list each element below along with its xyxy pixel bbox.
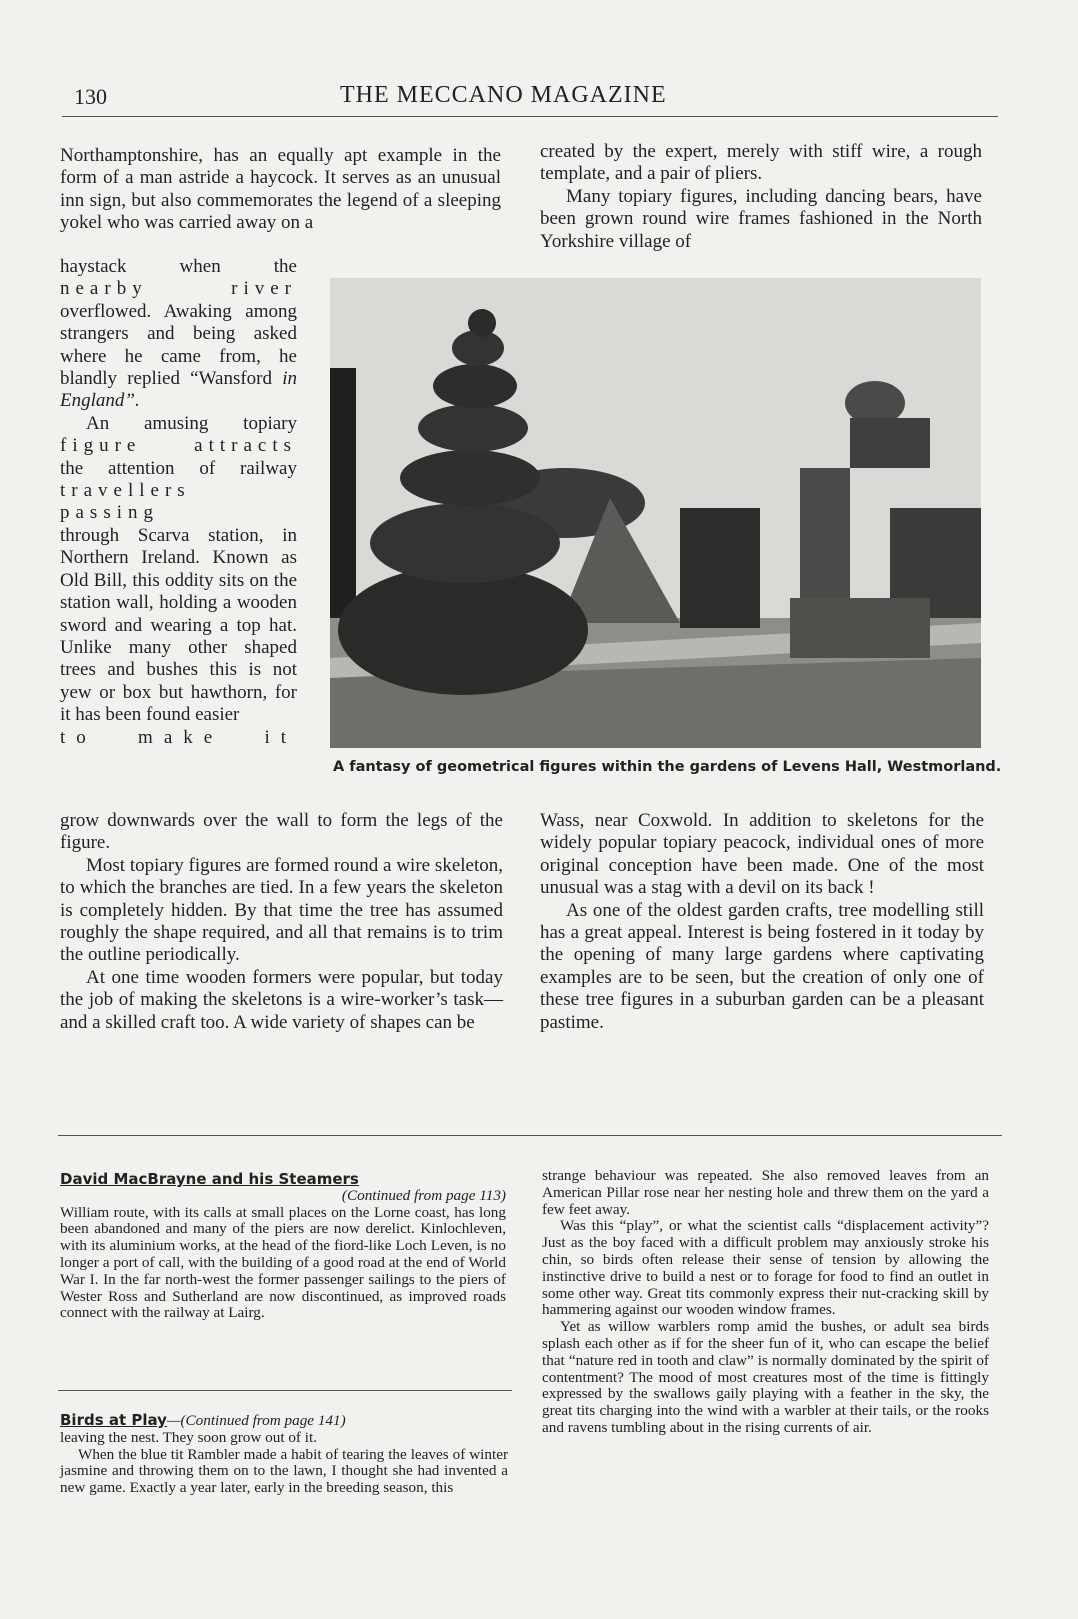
macbrayne-section xyxy=(60,1171,506,1322)
section-heading: Birds at Play xyxy=(60,1411,167,1429)
text-line: the attention of railway xyxy=(60,457,297,479)
left-column-narrow xyxy=(60,256,297,749)
italic-text: in England”. xyxy=(60,368,297,412)
text-line: travellers passing xyxy=(60,480,191,524)
paragraph xyxy=(60,301,297,413)
paragraph xyxy=(60,256,297,278)
paragraph: At one time wooden formers were popular, but today the job of making the skeletons is a wire-worker’s task—and a skilled craft too. A wide variety of shapes can be xyxy=(60,966,503,1033)
paragraph xyxy=(60,413,297,435)
paragraph: Many topiary figures, including dancing bears, have been grown round wire frames fashioned in the North Yorkshire village of xyxy=(540,185,982,252)
right-column-bottom xyxy=(540,810,984,1034)
paragraph: William route, with its calls at small places on the Lorne coast, has long been abandoned and many of the piers are now derelict. Kinlochleven, with its aluminium works, at the head of the fiord-like Loch Leven, is no longer a port of call, with the building of a good road at the end of World War I. In the far north-west the former passenger sailings to the piers of Wester Ross and Sutherland are now discontinued, as improved roads connect with the railway at Lairg. xyxy=(60,1203,506,1322)
paragraph xyxy=(60,727,297,749)
text-line: haystack when the xyxy=(60,256,297,277)
topiary-garden-image xyxy=(330,278,981,748)
birds-section xyxy=(60,1412,508,1497)
magazine-title: THE MECCANO MAGAZINE xyxy=(340,82,667,108)
continued-note: —(Continued from page 141) xyxy=(166,1412,346,1429)
paragraph: grow downwards over the wall to form the legs of the figure. xyxy=(60,810,503,854)
birds-continued-column xyxy=(542,1168,989,1437)
section-divider xyxy=(58,1135,1002,1136)
paragraph: When the blue tit Rambler made a habit of tearing the leaves of winter jasmine and throwing them on to the lawn, I thought she had invented a new game. Exactly a year later, early in the breeding season, this xyxy=(60,1445,508,1497)
paragraph xyxy=(60,278,297,300)
header-divider xyxy=(62,116,998,117)
paragraph: strange behaviour was repeated. She also removed leaves from an American Pillar rose near her nesting hole and threw them on the yard a few feet away. xyxy=(542,1167,989,1218)
paragraph: created by the expert, merely with stiff wire, a rough template, and a pair of pliers. xyxy=(540,141,982,185)
page-number: 130 xyxy=(74,84,107,109)
paragraph xyxy=(60,458,297,480)
paragraph: Most topiary figures are formed round a wire skeleton, to which the branches are tied. In a few years the skeleton is completely hidden. By that time the tree has assumed roughly the shape required, and all that remains is to trim the outline periodically. xyxy=(60,854,503,966)
continued-note: (Continued from page 113) xyxy=(341,1186,506,1204)
paragraph: leaving the nest. They soon grow out of it. xyxy=(60,1428,318,1446)
section-divider-short xyxy=(58,1390,512,1391)
section-heading-line xyxy=(60,1412,508,1430)
left-column-bottom xyxy=(60,810,503,1034)
text-line: An amusing topiary xyxy=(86,412,297,434)
paragraph: Yet as willow warblers romp amid the bushes, or adult sea birds splash each other as if for the sheer fun of it, who can escape the belief that “nature red in tooth and claw” is normally dominated by the spirit of contentment? The mood of most creatures most of the time is fittingly expressed by the swallows gaily playing with a feather in the sky, the great tits charging into the wind with a warbler at their tails, or the rooks and ravens tumbling about in the rising currents of air. xyxy=(542,1318,989,1436)
paragraph: Wass, near Coxwold. In addition to skeletons for the widely popular topiary peacock, individual ones of more original conception have been made. One of the most unusual was a stag with a devil on its back ! xyxy=(540,810,984,899)
paragraph xyxy=(60,435,297,457)
paragraph: Northamptonshire, has an equally apt example in the form of a man astride a haycock. It serves as an unusual inn sign, but also commemorates the legend of a sleeping yokel who was carried away on a xyxy=(60,145,501,234)
paragraph: Was this “play”, or what the scientist calls “displacement activity”? Just as the boy faced with a difficult problem may anxiously stroke his chin, so birds often release their sense of tension by allowing the instinctive drive to build a nest or to forage for food to find an outlet in some other way. Great tits commonly express their nut-cracking skill by hammering against our wooden window frames. xyxy=(542,1217,989,1319)
photo-caption: A fantasy of geometrical figures within the gardens of Levens Hall, Westmorland. xyxy=(333,759,1002,775)
right-column-top xyxy=(540,141,982,253)
left-column-top xyxy=(60,145,501,235)
text-line: figure attracts xyxy=(60,435,297,457)
text-line: through Scarva station, in Northern Ireland. Known as Old Bill, this oddity sits on the station wall, holding a wooden sword and wearing a top hat. Unlike many other shaped trees and bushes this is not yew or box but hawthorn, for it has been found easier xyxy=(60,524,297,726)
text-line: to make it xyxy=(60,726,297,748)
text-line: nearby river xyxy=(60,278,297,300)
text-line: overflowed. Awaking among strangers and being asked where he came from, he blandly replied “Wansford xyxy=(60,300,297,390)
paragraph: As one of the oldest garden crafts, tree modelling still has a great appeal. Interest is being fostered in it today by the opening of many large gardens where captivating examples are to be seen, but the creation of only one of these tree figures in a suburban garden can be a pleasant pastime. xyxy=(540,899,984,1033)
topiary-photo xyxy=(330,278,981,748)
paragraph xyxy=(60,480,297,525)
paragraph xyxy=(60,525,297,727)
section-heading: David MacBrayne and his Steamers xyxy=(60,1170,359,1188)
